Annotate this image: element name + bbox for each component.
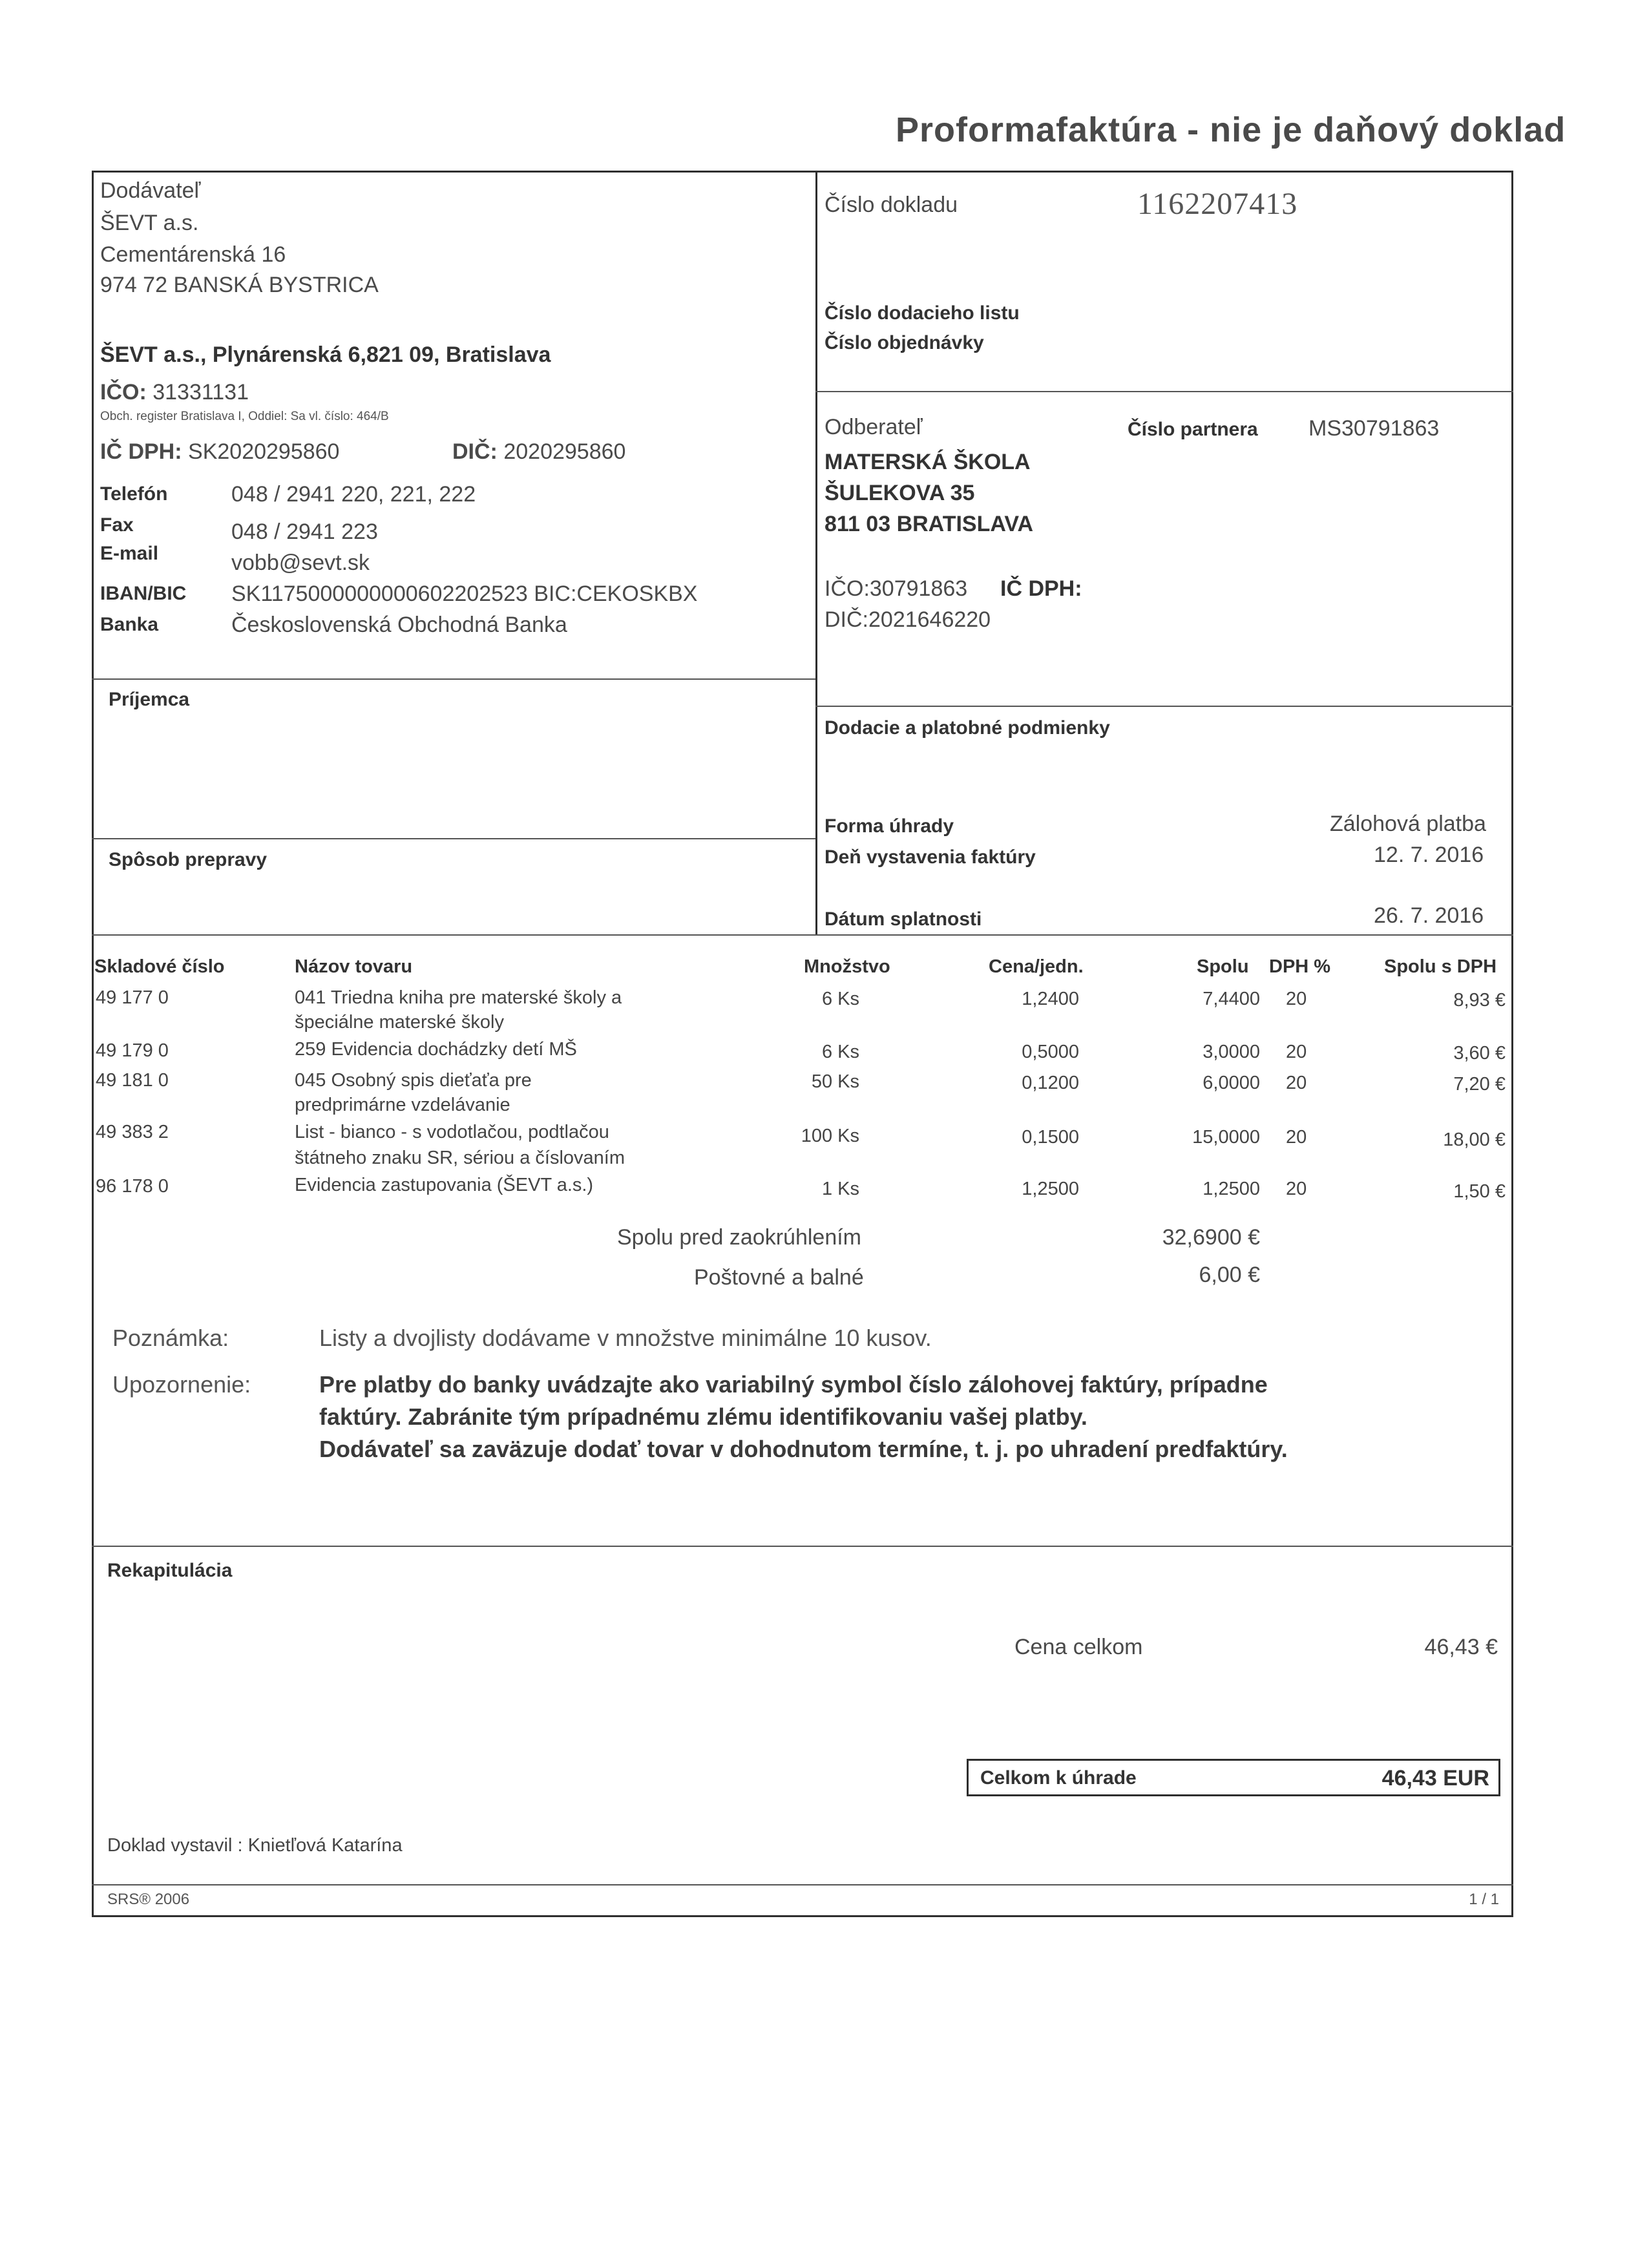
- recap-total-value: 46,43 €: [1424, 1635, 1498, 1659]
- row-name-line1: List - bianco - s vodotlačou, podtlačou: [295, 1122, 609, 1142]
- issue-date: 12. 7. 2016: [1374, 843, 1484, 867]
- recap-label: Rekapitulácia: [107, 1560, 233, 1581]
- row-sku: 49 179 0: [96, 1040, 169, 1061]
- postage-label: Poštovné a balné: [694, 1265, 864, 1290]
- due-date: 26. 7. 2016: [1374, 903, 1484, 928]
- document-number: 1162207413: [1137, 187, 1298, 221]
- supplier-dic: [452, 439, 625, 465]
- row-name-line2: štátneho znaku SR, sériou a číslovaním: [295, 1148, 625, 1168]
- partner-number-label: Číslo partnera: [1128, 419, 1258, 440]
- customer-dic: DIČ:2021646220: [824, 607, 991, 632]
- supplier-dic-value: 2020295860: [503, 439, 626, 464]
- row-unit-price: 0,5000: [1022, 1042, 1079, 1062]
- col-header-name: Názov tovaru: [295, 956, 413, 977]
- warning-line3: Dodávateľ sa zaväzuje dodať tovar v dohodnutom termíne, t. j. po uhradení predfaktúry.: [319, 1436, 1288, 1462]
- system-version: SRS® 2006: [107, 1891, 190, 1908]
- amount-due-label: Celkom k úhrade: [980, 1767, 1137, 1789]
- order-number-label: Číslo objednávky: [824, 332, 984, 353]
- subtotal-label: Spolu pred zaokrúhlením: [617, 1225, 862, 1250]
- row-unit-price: 0,1200: [1022, 1073, 1079, 1093]
- row-name-line2: špeciálne materské školy: [295, 1012, 504, 1033]
- row-vat: 20: [1286, 1073, 1307, 1093]
- row-total: 7,4400: [1203, 989, 1260, 1009]
- note-text: Listy a dvojlisty dodávame v množstve minimálne 10 kusov.: [319, 1325, 932, 1351]
- row-total-vat: 18,00 €: [1443, 1129, 1506, 1150]
- customer-city: 811 03 BRATISLAVA: [824, 512, 1034, 536]
- customer-section-label: Odberateľ: [824, 415, 923, 439]
- row-unit-price: 1,2500: [1022, 1179, 1079, 1199]
- supplier-ico-label: IČO:: [100, 380, 147, 404]
- frame-middle-divider: [815, 171, 817, 934]
- frame-top-border: [92, 171, 1513, 173]
- supplier-iban-label: IBAN/BIC: [100, 583, 187, 604]
- note-label: Poznámka:: [112, 1325, 229, 1351]
- row-name-line1: 259 Evidencia dochádzky detí MŠ: [295, 1039, 577, 1060]
- row-vat: 20: [1286, 1179, 1307, 1199]
- row-sku: 96 178 0: [96, 1176, 169, 1197]
- row-vat: 20: [1286, 1127, 1307, 1148]
- supplier-fax: 048 / 2941 223: [231, 520, 378, 544]
- frame-right-border: [1511, 171, 1513, 1917]
- supplier-street: Cementárenská 16: [100, 242, 286, 267]
- due-date-label: Dátum splatnosti: [824, 908, 982, 930]
- row-sku: 49 181 0: [96, 1070, 169, 1091]
- supplier-ic-dph: [100, 439, 339, 465]
- recap-section-top-border: [92, 1546, 1513, 1547]
- supplier-phone-label: Telefón: [100, 483, 168, 505]
- partner-number: MS30791863: [1308, 416, 1440, 441]
- transport-label: Spôsob prepravy: [109, 849, 268, 870]
- row-unit-price: 0,1500: [1022, 1127, 1079, 1148]
- page-number: 1 / 1: [1469, 1891, 1499, 1908]
- supplier-dic-label: DIČ:: [452, 439, 498, 464]
- supplier-section-label: Dodávateľ: [100, 178, 201, 203]
- row-unit-price: 1,2400: [1022, 989, 1079, 1009]
- col-header-sku: Skladové číslo: [94, 956, 225, 977]
- row-qty: 6 Ks: [821, 989, 859, 1009]
- warning-line2: faktúry. Zabránite tým prípadnému zlému identifikovaniu vašej platby.: [319, 1403, 1087, 1430]
- col-header-unit-price: Cena/jedn.: [989, 956, 1084, 977]
- frame-bottom-border: [92, 1915, 1513, 1917]
- subtotal-value: 32,6900 €: [1162, 1225, 1260, 1250]
- issue-date-label: Deň vystavenia faktúry: [824, 846, 1036, 868]
- customer-name: MATERSKÁ ŠKOLA: [824, 450, 1031, 474]
- col-header-total-vat: Spolu s DPH: [1384, 956, 1497, 977]
- warning-line1: Pre platby do banky uvádzajte ako variabilný symbol číslo zálohovej faktúry, prípadne: [319, 1371, 1268, 1398]
- supplier-name: ŠEVT a.s.: [100, 211, 199, 235]
- supplier-branch: ŠEVT a.s., Plynárenská 6,821 09, Bratislava: [100, 342, 551, 367]
- postage-value: 6,00 €: [1199, 1263, 1260, 1287]
- supplier-ico-value: 31331131: [152, 380, 249, 404]
- payment-form: Zálohová platba: [1330, 812, 1486, 836]
- row-total: 15,0000: [1192, 1127, 1260, 1148]
- row-qty: 6 Ks: [821, 1042, 859, 1062]
- row-sku: 49 383 2: [96, 1122, 169, 1142]
- row-vat: 20: [1286, 989, 1307, 1009]
- customer-ic-dph-label: IČ DPH:: [1000, 576, 1082, 601]
- col-header-qty: Množstvo: [804, 956, 890, 977]
- customer-section-top-border: [815, 391, 1513, 392]
- row-vat: 20: [1286, 1042, 1307, 1062]
- payment-form-label: Forma úhrady: [824, 815, 954, 837]
- row-qty: 1 Ks: [821, 1179, 859, 1199]
- row-total: 1,2500: [1203, 1179, 1260, 1199]
- footer-divider: [92, 1884, 1513, 1885]
- supplier-phone: 048 / 2941 220, 221, 222: [231, 482, 476, 507]
- recipient-label: Príjemca: [109, 689, 190, 710]
- supplier-email: vobb@sevt.sk: [231, 551, 370, 575]
- supplier-email-label: E-mail: [100, 543, 159, 564]
- document-title: Proformafaktúra - nie je daňový doklad: [896, 110, 1566, 149]
- row-name-line1: 045 Osobný spis dieťaťa pre: [295, 1070, 532, 1091]
- supplier-fax-label: Fax: [100, 514, 134, 536]
- col-header-total: Spolu: [1197, 956, 1249, 977]
- row-name-line1: 041 Triedna kniha pre materské školy a: [295, 987, 622, 1008]
- customer-ico: IČO:30791863: [824, 576, 968, 601]
- supplier-bank: Československá Obchodná Banka: [231, 613, 567, 637]
- issued-by: Doklad vystavil : Knietľová Katarína: [107, 1835, 403, 1856]
- row-total-vat: 3,60 €: [1453, 1043, 1506, 1064]
- supplier-ic-dph-label: IČ DPH:: [100, 439, 182, 464]
- transport-section-top-border: [92, 838, 815, 839]
- row-qty: 100 Ks: [801, 1126, 859, 1146]
- row-total: 3,0000: [1203, 1042, 1260, 1062]
- amount-due-box: [967, 1759, 1500, 1796]
- recipient-section-top-border: [92, 678, 815, 680]
- customer-street: ŠULEKOVA 35: [824, 481, 975, 505]
- row-name-line2: predprimárne vzdelávanie: [295, 1095, 510, 1115]
- supplier-ico: [100, 380, 249, 405]
- row-qty: 50 Ks: [811, 1071, 859, 1092]
- row-total-vat: 7,20 €: [1453, 1074, 1506, 1095]
- recap-total-label: Cena celkom: [1014, 1635, 1143, 1659]
- document-number-label: Číslo dokladu: [824, 193, 958, 217]
- warning-label: Upozornenie:: [112, 1371, 251, 1398]
- frame-left-border: [92, 171, 94, 1917]
- terms-label: Dodacie a platobné podmienky: [824, 717, 1110, 739]
- row-sku: 49 177 0: [96, 987, 169, 1008]
- col-header-vat: DPH %: [1269, 956, 1331, 977]
- terms-section-top-border: [815, 706, 1513, 707]
- row-total-vat: 1,50 €: [1453, 1181, 1506, 1202]
- supplier-bank-label: Banka: [100, 614, 159, 635]
- supplier-ic-dph-value: SK2020295860: [188, 439, 340, 464]
- supplier-iban: SK1175000000000602202523 BIC:CEKOSKBX: [231, 582, 698, 606]
- supplier-register-note: Obch. register Bratislava I, Oddiel: Sa vl. číslo: 464/B: [100, 410, 389, 423]
- row-name-line1: Evidencia zastupovania (ŠEVT a.s.): [295, 1175, 594, 1195]
- supplier-city: 974 72 BANSKÁ BYSTRICA: [100, 273, 379, 297]
- amount-due-value: 46,43 EUR: [1381, 1766, 1489, 1790]
- delivery-note-label: Číslo dodacieho listu: [824, 302, 1020, 324]
- items-table-top-border: [92, 934, 1513, 936]
- row-total: 6,0000: [1203, 1073, 1260, 1093]
- row-total-vat: 8,93 €: [1453, 990, 1506, 1011]
